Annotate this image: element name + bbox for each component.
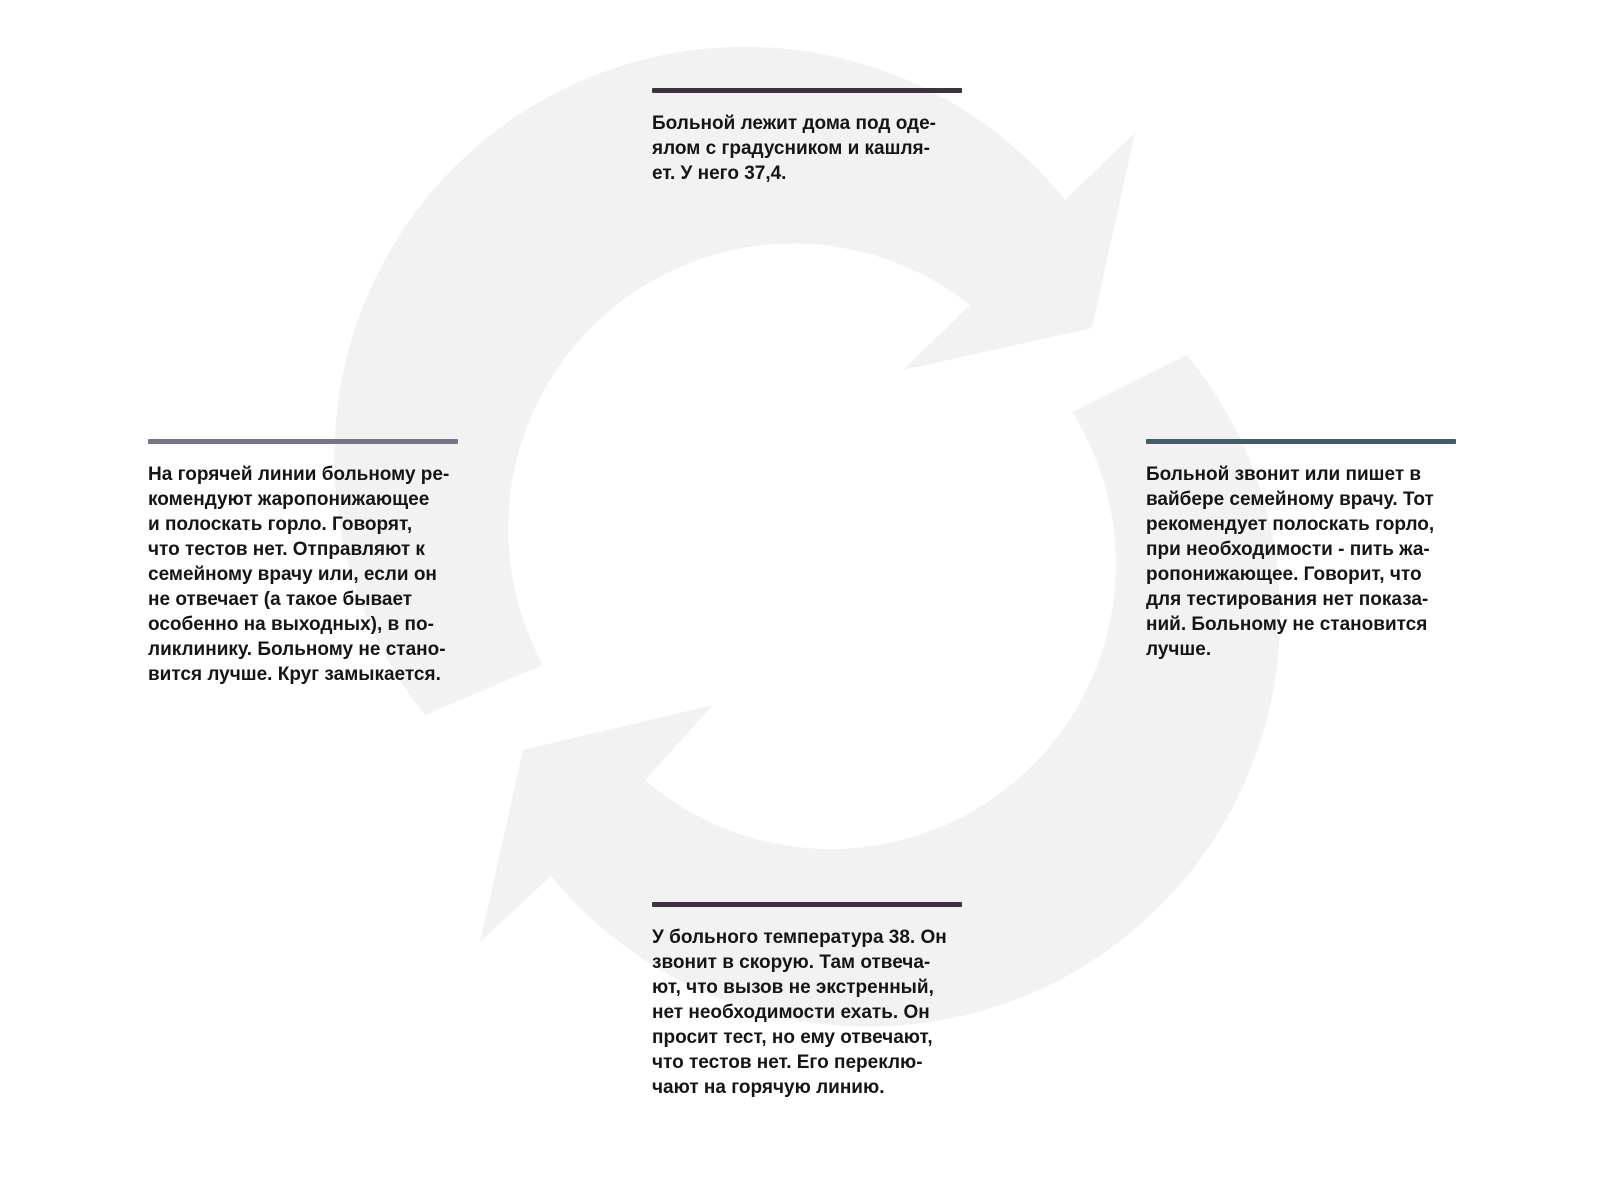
cycle-step-1 — [652, 88, 962, 186]
step-4-text: На горячей линии больному ре- комендуют жаропонижающее и полоскать горло. Говорят, что тестов нет. Отправляют к семейному врачу или, если он не отвечает (а такое бывает особенно на выходных), в по- ликлинику. Больному не стано- вится лучше. Круг замыкается. — [148, 464, 450, 685]
step-1-text: Больной лежит дома под оде- ялом с градусником и кашля- ет. У него 37,4. — [652, 113, 936, 184]
step-1-accent-bar — [652, 88, 962, 93]
step-3-text: У больного температура 38. Он звонит в скорую. Там отвеча- ют, что вызов не экстренный, нет необходимости ехать. Он просит тест, но ему отвечают, что тестов нет. Его переклю- чают на горячую линию. — [652, 927, 947, 1098]
cycle-step-4 — [148, 439, 458, 687]
step-4-accent-bar — [148, 439, 458, 444]
cycle-step-2 — [1146, 439, 1456, 662]
step-2-accent-bar — [1146, 439, 1456, 444]
cycle-step-3 — [652, 902, 962, 1100]
step-3-accent-bar — [652, 902, 962, 907]
step-2-text: Больной звонит или пишет в вайбере семейному врачу. Тот рекомендует полоскать горло, при необходимости - пить жа- ропонижающее. Говорит, что для тестирования нет показа- ний. Больному не становится лучше. — [1146, 464, 1435, 660]
